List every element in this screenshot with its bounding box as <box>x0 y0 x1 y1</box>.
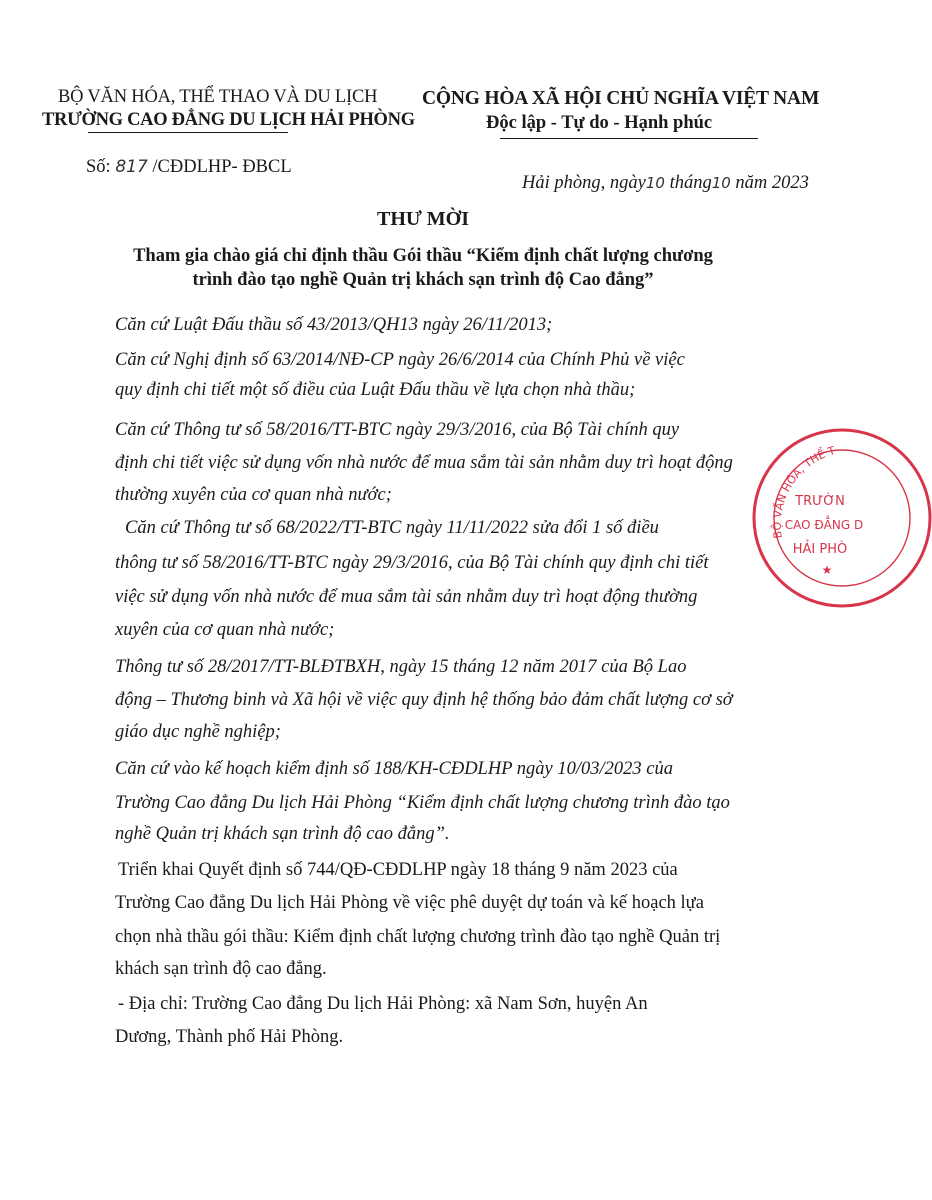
body-line: quy định chi tiết một số điều của Luật Đấu thầu về lựa chọn nhà thầu; <box>115 380 636 400</box>
body-line: - Địa chỉ: Trường Cao đẳng Du lịch Hải Phòng: xã Nam Sơn, huyện An <box>118 994 648 1014</box>
school-name: TRƯỜNG CAO ĐẲNG DU LỊCH HẢI PHÒNG <box>42 110 415 130</box>
body-line: Thông tư số 28/2017/TT-BLĐTBXH, ngày 15 tháng 12 năm 2017 của Bộ Lao <box>115 657 687 677</box>
body-line: khách sạn trình độ cao đẳng. <box>115 959 327 979</box>
date-month: 10 <box>711 174 731 192</box>
body-line: động – Thương binh và Xã hội về việc quy định hệ thống bảo đảm chất lượng cơ sở <box>115 690 733 710</box>
doc-number-handwritten: 817 <box>115 157 148 177</box>
subtitle-line-2: trình đào tạo nghề Quản trị khách sạn trình độ Cao đẳng” <box>192 270 654 290</box>
body-line: nghề Quản trị khách sạn trình độ cao đẳng”. <box>115 824 450 844</box>
body-line: Trường Cao đẳng Du lịch Hải Phòng về việc phê duyệt dự toán và kế hoạch lựa <box>115 893 704 913</box>
ministry-name: BỘ VĂN HÓA, THỂ THAO VÀ DU LỊCH <box>58 87 378 107</box>
document-number <box>86 157 292 178</box>
body-line: giáo dục nghề nghiệp; <box>115 722 281 742</box>
doc-number-suffix: /CĐDLHP- ĐBCL <box>152 157 292 177</box>
school-underline <box>88 132 288 133</box>
date-day: 10 <box>645 174 665 192</box>
body-line: Dương, Thành phố Hải Phòng. <box>115 1027 344 1047</box>
date-year: năm 2023 <box>735 173 809 193</box>
official-seal <box>752 428 932 608</box>
body-line: Triển khai Quyết định số 744/QĐ-CĐDLHP ngày 18 tháng 9 năm 2023 của <box>118 860 678 880</box>
document-title: THƯ MỜI <box>376 208 470 230</box>
body-line: việc sử dụng vốn nhà nước để mua sắm tài sản nhằm duy trì hoạt động thường <box>115 587 698 607</box>
body-line: chọn nhà thầu gói thầu: Kiểm định chất lượng chương trình đào tạo nghề Quản trị <box>115 927 721 947</box>
doc-number-prefix: Số: <box>86 157 111 177</box>
body-line: Căn cứ Thông tư số 68/2022/TT-BTC ngày 11/11/2022 sửa đổi 1 số điều <box>125 518 659 538</box>
subtitle-line-1: Tham gia chào giá chỉ định thầu Gói thầu “Kiểm định chất lượng chương <box>133 246 713 266</box>
body-line: Căn cứ vào kế hoạch kiểm định số 188/KH-CĐDLHP ngày 10/03/2023 của <box>115 759 673 779</box>
seal-center-line: HẢI PHÒ <box>792 542 848 557</box>
body-line: thông tư số 58/2016/TT-BTC ngày 29/3/2016, của Bộ Tài chính quy định chi tiết <box>115 553 709 573</box>
seal-center-line: TRƯỜN <box>795 494 845 509</box>
date-line <box>522 173 809 194</box>
seal-ring-text: BỘ VĂN HÓA, THỂ T <box>770 443 837 540</box>
body-line: Căn cứ Luật Đấu thầu số 43/2013/QH13 ngày 26/11/2013; <box>115 315 553 335</box>
motto-underline <box>500 138 758 139</box>
body-line: Căn cứ Nghị định số 63/2014/NĐ-CP ngày 26/6/2014 của Chính Phủ về việc <box>115 350 685 370</box>
body-line: thường xuyên của cơ quan nhà nước; <box>115 485 392 505</box>
body-line: định chi tiết việc sử dụng vốn nhà nước để mua sắm tài sản nhằm duy trì hoạt động <box>115 453 733 473</box>
body-line: Trường Cao đẳng Du lịch Hải Phòng “Kiểm định chất lượng chương trình đào tạo <box>115 793 730 813</box>
national-motto: Độc lập - Tự do - Hạnh phúc <box>486 113 713 133</box>
body-line: Căn cứ Thông tư số 58/2016/TT-BTC ngày 29/3/2016, của Bộ Tài chính quy <box>115 420 680 440</box>
date-prefix: Hải phòng, ngày <box>522 173 646 193</box>
seal-star-icon: ★ <box>821 563 833 577</box>
body-line: xuyên của cơ quan nhà nước; <box>115 620 335 640</box>
seal-center-line: CAO ĐẲNG D <box>784 518 864 532</box>
nation-title: CỘNG HÒA XÃ HỘI CHỦ NGHĨA VIỆT NAM <box>422 88 820 109</box>
date-month-word: tháng <box>669 173 712 193</box>
